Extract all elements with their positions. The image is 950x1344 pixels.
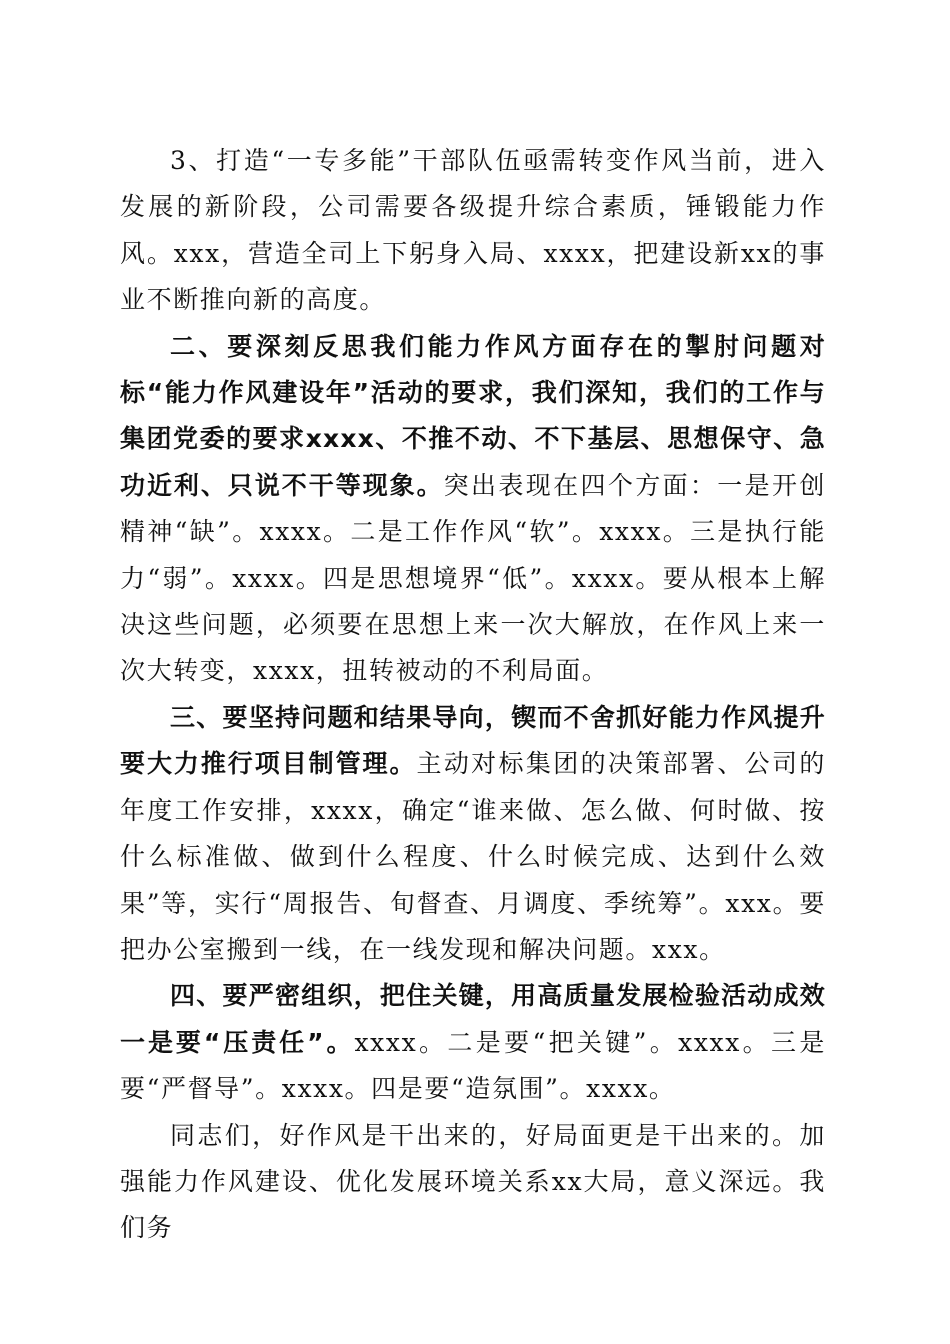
paragraph-intro bbox=[120, 138, 826, 324]
section-heading: 二、要深刻反思我们能力作风方面存在的掣肘问题对标“能力作风建设年”活动的要求，我们深知，我们的工作与集团党委的要求xxxx、不推不动、不下基层、思想保守、急功近利、只说不干等现象。 bbox=[120, 331, 826, 500]
paragraph-body: 主动对标集团的决策部署、公司的年度工作安排，xxxx，确定“谁来做、怎么做、何时做、按什么标准做、做到什么程度、什么时候完成、达到什么效果”等，实行“周报告、旬督查、月调度、季统筹”。xxx。要把办公室搬到一线，在一线发现和解决问题。xxx。 bbox=[120, 749, 826, 964]
paragraph-section-three bbox=[120, 695, 826, 973]
document-body bbox=[120, 138, 826, 1252]
section-heading: 四、要严密组织，把住关键，用高质量发展检验活动成效一是要“压责任”。 bbox=[120, 981, 826, 1057]
paragraph-section-two bbox=[120, 324, 826, 695]
paragraph-body: 突出表现在四个方面：一是开创精神“缺”。xxxx。二是工作作风“软”。xxxx。三是执行能力“弱”。xxxx。四是思想境界“低”。xxxx。要从根本上解决这些问题，必须要在思想上来一次大解放，在作风上来一次大转变，xxxx，扭转被动的不利局面。 bbox=[120, 470, 827, 686]
paragraph-body: 同志们，好作风是干出来的，好局面更是干出来的。加强能力作风建设、优化发展环境关系xx大局，意义深远。我们务 bbox=[120, 1120, 826, 1243]
paragraph-body: xxxx。二是要“把关键”。xxxx。三是要“严督导”。xxxx。四是要“造氛围”。xxxx。 bbox=[120, 1027, 826, 1104]
section-heading: 三、要坚持问题和结果导向，锲而不舍抓好能力作风提升要大力推行项目制管理。 bbox=[120, 702, 826, 779]
paragraph-body: 3、打造“一专多能”干部队伍亟需转变作风当前，进入发展的新阶段，公司需要各级提升综合素质，锤锻能力作风。xxx，营造全司上下躬身入局、xxxx，把建设新xx的事业不断推向新的高度。 bbox=[120, 146, 826, 315]
paragraph-section-four bbox=[120, 973, 826, 1112]
paragraph-closing bbox=[120, 1113, 826, 1252]
